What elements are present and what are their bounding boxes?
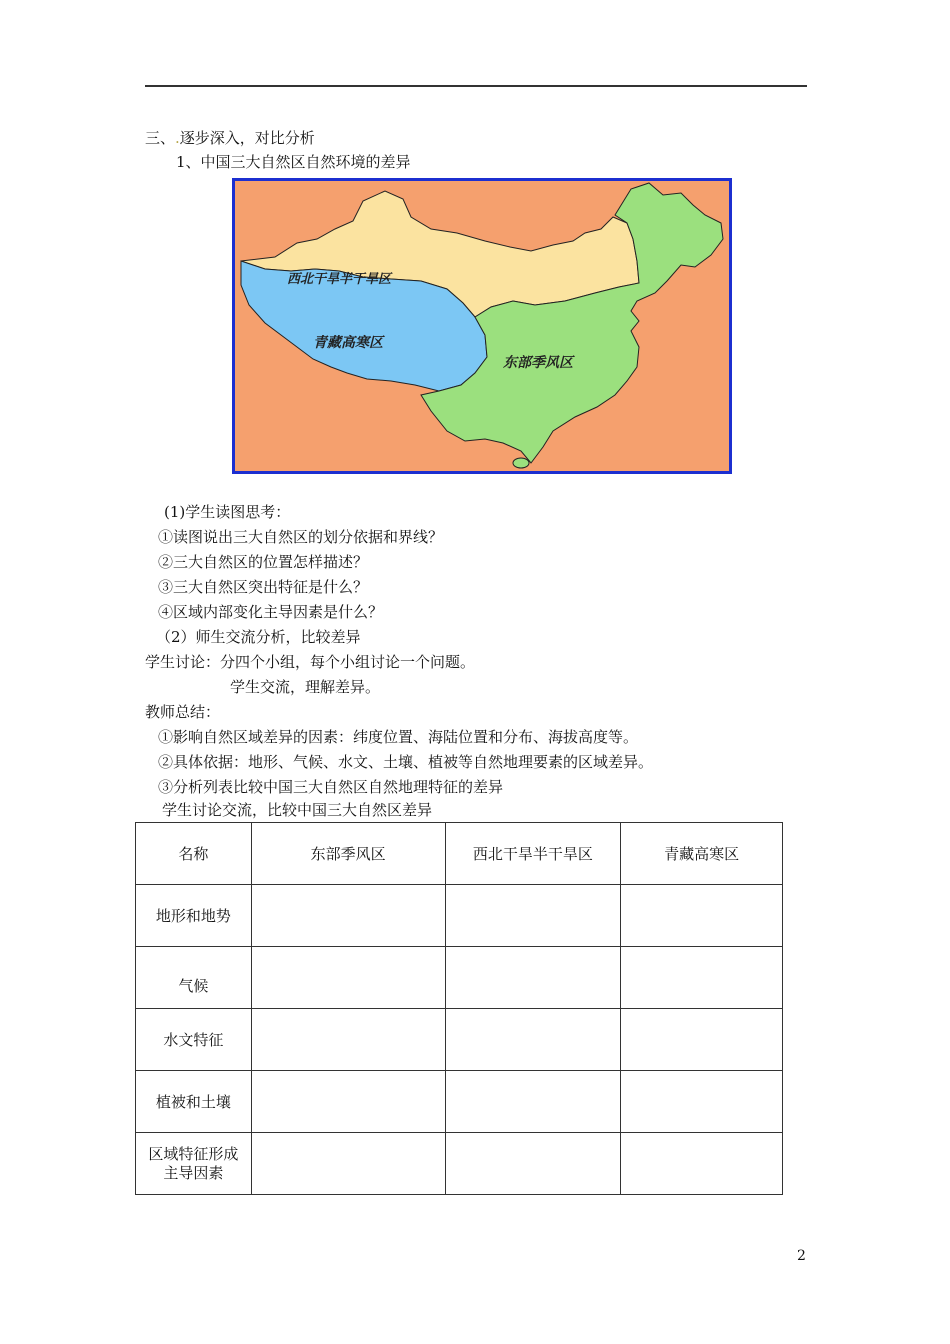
- map-label-northwest: 西北干旱半干旱区: [287, 272, 392, 287]
- row-label: 水文特征: [136, 1009, 252, 1071]
- student-discussion: 学生讨论：分四个小组，每个小组讨论一个问题。: [145, 653, 476, 671]
- table-cell: [251, 885, 445, 947]
- china-natural-regions-map: [232, 178, 732, 474]
- table-cell: [621, 1071, 783, 1133]
- summary-item: ②具体依据：地形、气候、水文、土壤、植被等自然地理要素的区域差异。: [158, 753, 654, 771]
- section-heading-text: 逐步深入，对比分析: [179, 129, 315, 147]
- subheading: 1、中国三大自然区自然环境的差异: [176, 153, 411, 171]
- table-cell: [445, 1133, 621, 1195]
- map-label-east-monsoon: 东部季风区: [503, 355, 573, 371]
- table-cell: [251, 1009, 445, 1071]
- table-intro: 学生讨论交流，比较中国三大自然区差异: [162, 801, 433, 819]
- table-row: [136, 1009, 783, 1071]
- exchange-title: （2）师生交流分析，比较差异: [156, 628, 361, 646]
- summary-item: ①影响自然区域差异的因素：纬度位置、海陆位置和分布、海拔高度等。: [158, 728, 639, 746]
- row-label: 植被和土壤: [136, 1071, 252, 1133]
- questions-intro: (1)学生读图思考：: [164, 503, 291, 521]
- table-cell: [251, 947, 445, 1009]
- table-cell: [251, 1133, 445, 1195]
- table-row: [136, 1071, 783, 1133]
- row-label: 区域特征形成主导因素: [136, 1133, 252, 1195]
- table-cell: [445, 1009, 621, 1071]
- table-cell: [251, 1071, 445, 1133]
- map-svg: [235, 181, 729, 471]
- table-header-row: [136, 823, 783, 885]
- table-header-cell: 东部季风区: [251, 823, 445, 885]
- table-cell: [445, 1071, 621, 1133]
- table-cell: [445, 885, 621, 947]
- table-header-cell: 西北干旱半干旱区: [445, 823, 621, 885]
- table-header-cell: 青藏高寒区: [621, 823, 783, 885]
- question-item: ①读图说出三大自然区的划分依据和界线？: [158, 528, 444, 546]
- row-label: 气候: [136, 947, 252, 1009]
- table-row: [136, 885, 783, 947]
- student-exchange: 学生交流，理解差异。: [230, 678, 381, 696]
- hainan-island: [513, 458, 529, 468]
- table-row: [136, 947, 783, 1009]
- table-cell: [621, 1009, 783, 1071]
- table-header-cell: 名称: [136, 823, 252, 885]
- header-rule: [145, 85, 807, 87]
- page-number: 2: [797, 1248, 806, 1264]
- question-item: ②三大自然区的位置怎样描述？: [158, 553, 369, 571]
- table-cell: [621, 885, 783, 947]
- map-label-qinghai-tibet: 青藏高寒区: [313, 335, 383, 351]
- table-cell: [621, 947, 783, 1009]
- teacher-summary-title: 教师总结：: [145, 703, 221, 721]
- section-heading-prefix: 三、: [145, 129, 176, 147]
- section-heading: [145, 128, 315, 148]
- comparison-table: [135, 822, 783, 1195]
- question-item: ④区域内部变化主导因素是什么？: [158, 603, 384, 621]
- question-item: ③三大自然区突出特征是什么？: [158, 578, 369, 596]
- row-label: 地形和地势: [136, 885, 252, 947]
- table-cell: [621, 1133, 783, 1195]
- table-row: [136, 1133, 783, 1195]
- table-cell: [445, 947, 621, 1009]
- decorative-dot: .: [175, 129, 180, 147]
- summary-item: ③分析列表比较中国三大自然区自然地理特征的差异: [158, 778, 504, 796]
